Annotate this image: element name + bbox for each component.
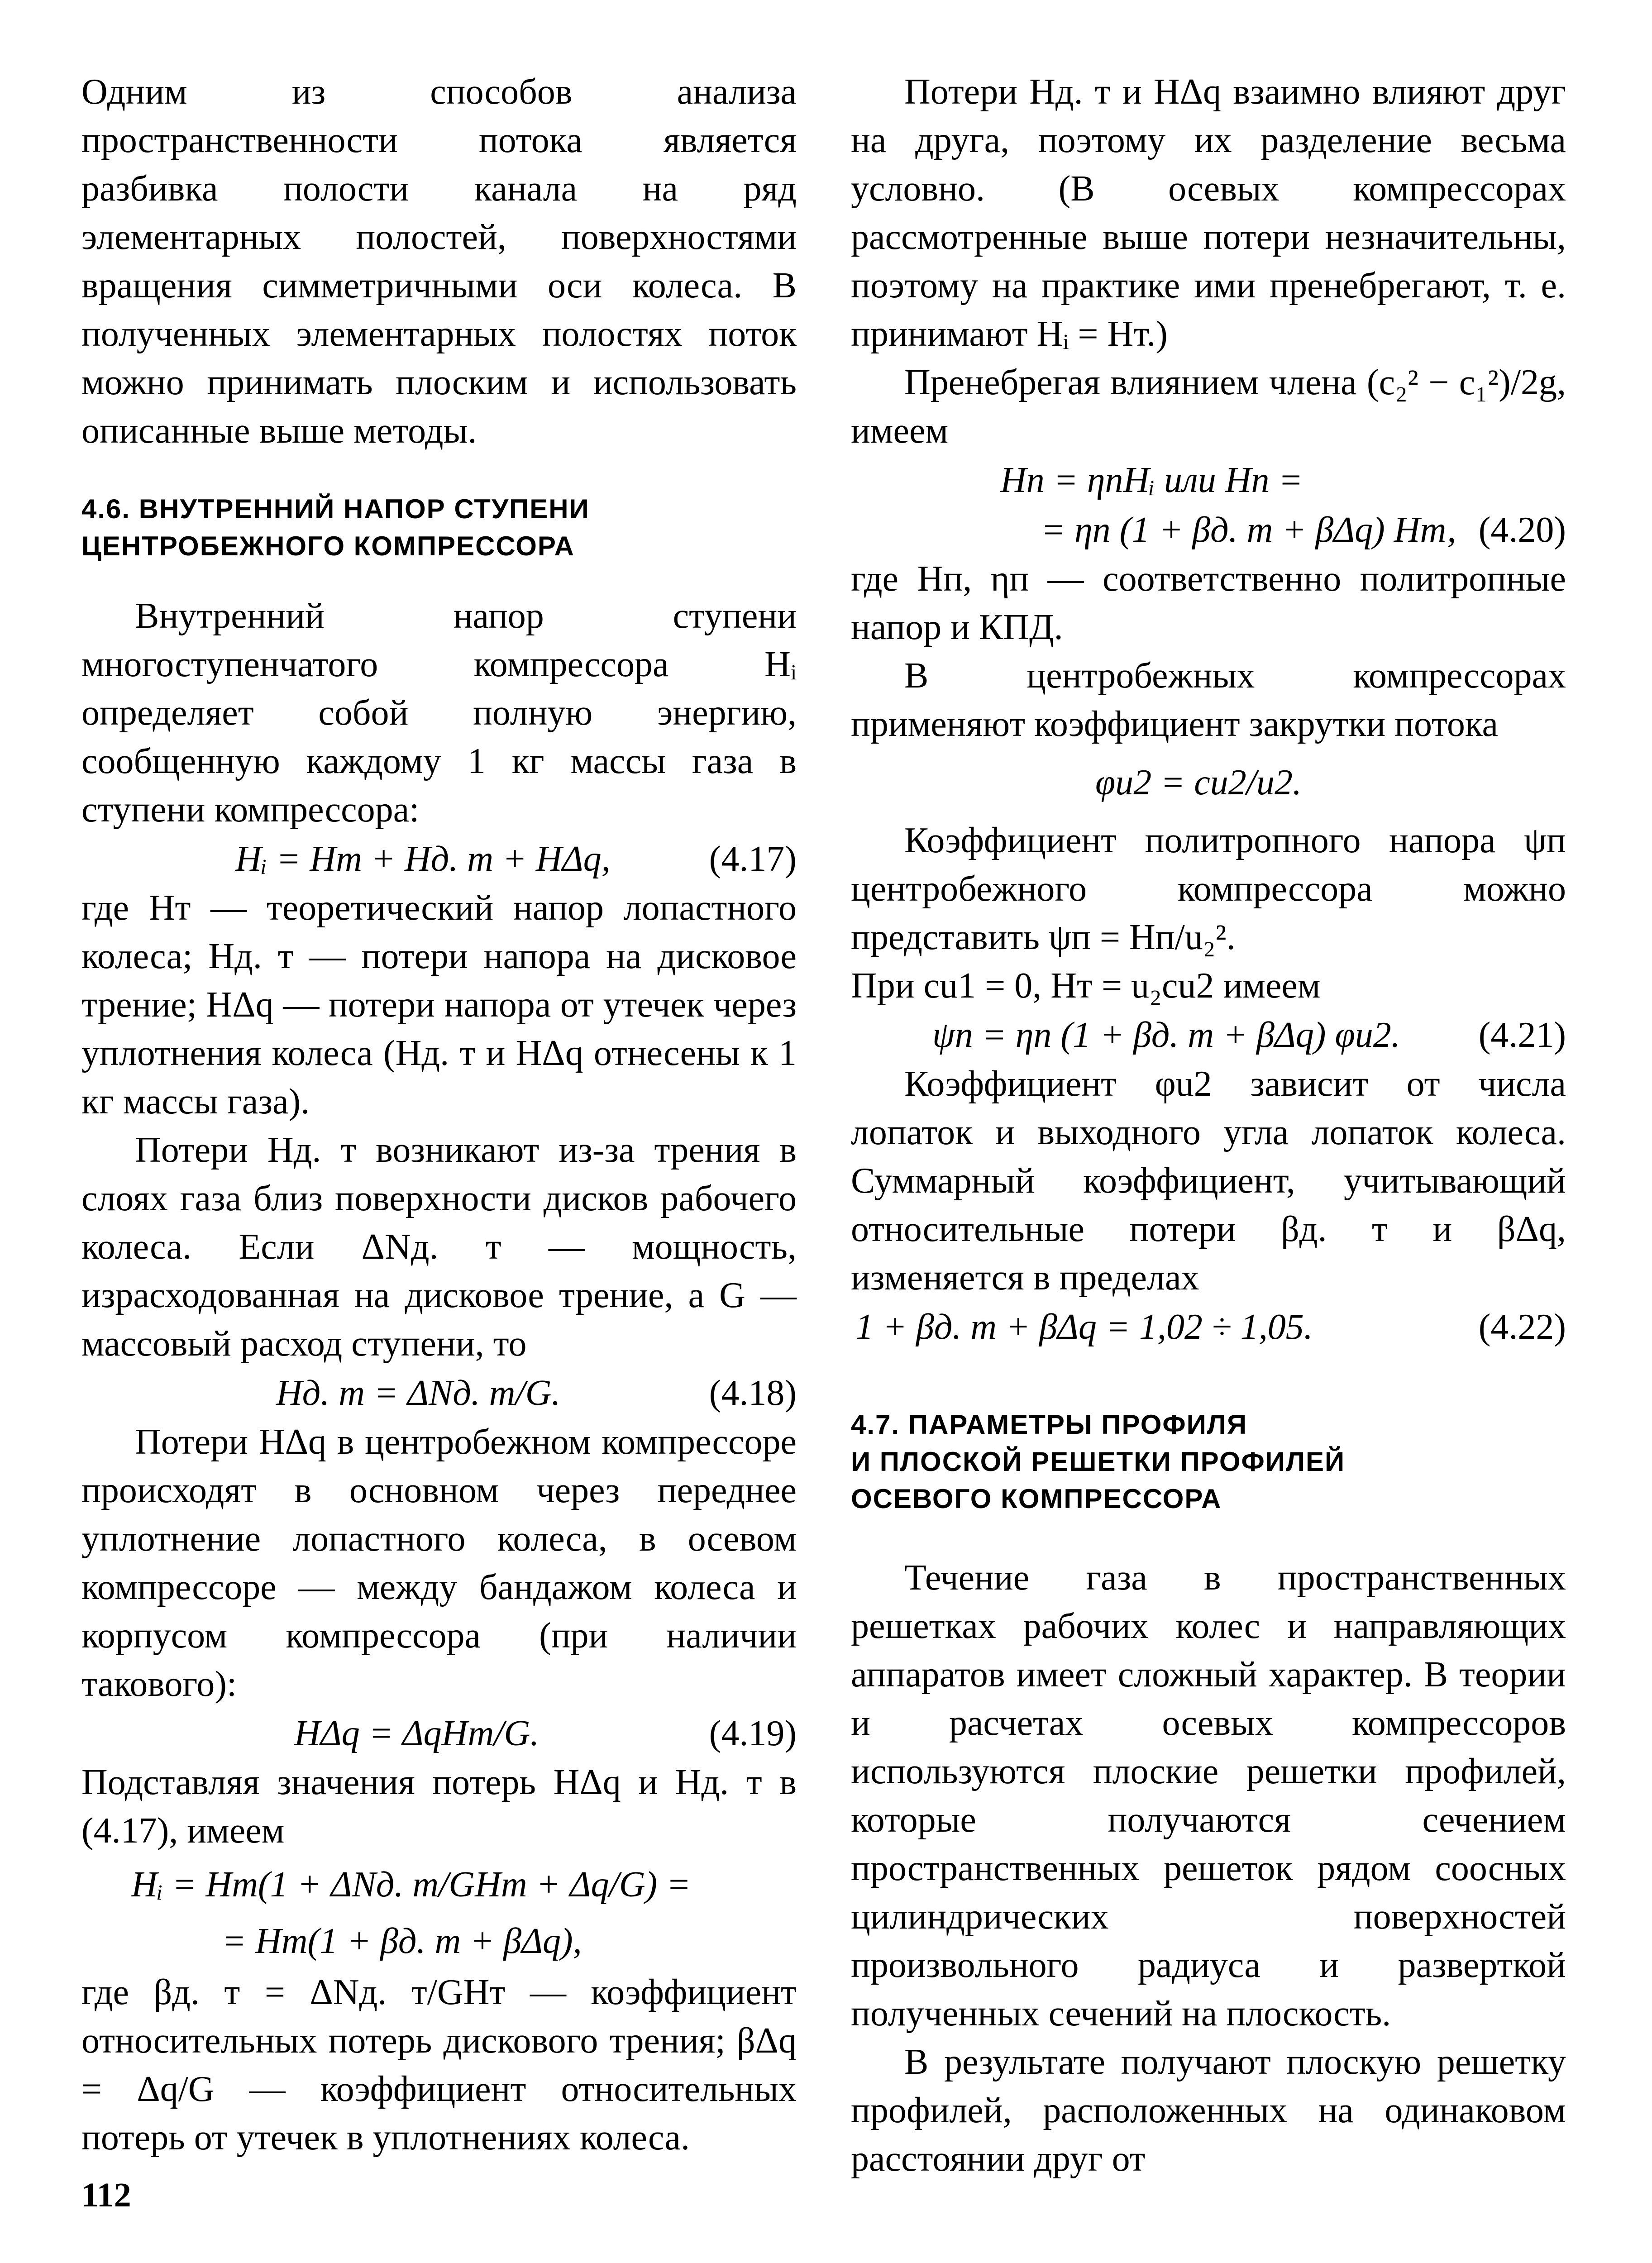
equation-4-17 <box>81 834 797 884</box>
section-heading-4-6 <box>81 491 797 565</box>
equation-formula: = ηп (1 + βд. т + βΔq) Hт, <box>1041 510 1456 550</box>
equation-combined-line-1 <box>81 1855 797 1914</box>
section-heading-line: И ПЛОСКОЙ РЕШЕТКИ ПРОФИЛЕЙ <box>851 1447 1346 1477</box>
equation-number: (4.19) <box>709 1714 797 1753</box>
section-heading-line: 4.6. ВНУТРЕННИЙ НАПОР СТУПЕНИ <box>81 494 590 524</box>
equation-number: (4.21) <box>1478 1015 1566 1055</box>
substituting-paragraph: Подставляя значения потерь HΔq и Hд. т в (4.17), имеем <box>81 1762 797 1851</box>
neglecting-paragraph: Пренебрегая влиянием члена (c₂² − c₁²)/2g, имеем <box>851 363 1566 451</box>
disk-losses-paragraph: Потери Hд. т возникают из-за трения в слоях газа близ поверхности дисков рабочего колеса. Если ΔNд. т — мощность, израсходованная на дисковое трение, а G — массовый расход ступени, то <box>81 1130 797 1364</box>
equation-formula: HΔq = ΔqHт/G. <box>294 1714 540 1753</box>
equation-4-21 <box>851 1010 1566 1060</box>
section-heading-4-7 <box>851 1406 1566 1518</box>
equation-4-22 <box>851 1302 1566 1352</box>
section-heading-line: 4.7. ПАРАМЕТРЫ ПРОФИЛЯ <box>851 1409 1247 1440</box>
right-column <box>851 68 1566 2183</box>
where-paragraph: где Hт — теоретический напор лопастного колеса; Hд. т — потери напора на дисковое трение; HΔq — потери напора от утечек через уплотнения колеса (Hд. т и HΔq отнесены к 1 кг массы газа). <box>81 888 797 1122</box>
where-paragraph-2: где βд. т = ΔNд. т/GHт — коэффициент относительных потерь дискового трения; βΔq = Δq/G — коэффициент относительных потерь от утечек в уплотнениях колеса. <box>81 1972 797 2158</box>
equation-number: (4.20) <box>1478 510 1566 550</box>
equation-4-18 <box>81 1368 797 1418</box>
equation-formula: Hᵢ = Hт + Hд. т + HΔq, <box>235 839 611 879</box>
polytropic-paragraph: Коэффициент политропного напора ψп центробежного компрессора можно представить ψп = Hп/u₂². <box>851 821 1566 957</box>
equation-swirl <box>851 749 1566 816</box>
equation-4-19 <box>81 1709 797 1758</box>
result-paragraph: В результате получают плоскую решетку профилей, расположенных на одинаковом расстоянии друг от <box>851 2042 1566 2179</box>
flow-paragraph: Течение газа в пространственных решетках рабочих колес и направляющих аппаратов имеет сложный характер. В теории и расчетах осевых компрессоров используются плоские решетки профилей, которые получаются сечением пространственных решеток рядом соосных цилиндрических поверхностей произвольного радиуса и разверткой полученных сечений на плоскость. <box>851 1558 1566 2034</box>
intro-paragraph: Одним из способов анализа пространственности потока является разбивка полости канала на ряд элементарных полостей, поверхностями вращения симметричными оси колеса. В полученных элементарных полостях поток можно принимать плоским и использовать описанные выше методы. <box>81 72 797 451</box>
equation-number: (4.22) <box>1478 1307 1566 1347</box>
equation-formula: Hд. т = ΔNд. т/G. <box>276 1373 561 1413</box>
equation-number: (4.18) <box>709 1373 797 1413</box>
section-heading-line: ЦЕНТРОБЕЖНОГО КОМПРЕССОРА <box>81 531 575 561</box>
equation-formula: φu2 = cu2/u2. <box>1095 763 1302 802</box>
where-paragraph-3: где Hп, ηп — соответственно политропные напор и КПД. <box>851 559 1566 647</box>
equation-formula: Hᵢ = Hт(1 + ΔNд. т/GHт + Δq/G) = <box>131 1865 691 1905</box>
swirl-paragraph: В центробежных компрессорах применяют коэффициент закрутки потока <box>851 656 1566 744</box>
page-number: 112 <box>81 2176 131 2214</box>
equation-number: (4.17) <box>709 839 797 879</box>
section-heading-line: ОСЕВОГО КОМПРЕССОРА <box>851 1484 1222 1514</box>
equation-4-20-line-1 <box>851 455 1566 505</box>
internal-head-paragraph: Внутренний напор ступени многоступенчатого компрессора Hᵢ определяет собой полную энергию, сообщенную каждому 1 кг массы газа в ступени компрессора: <box>81 596 797 830</box>
equation-formula: 1 + βд. т + βΔq = 1,02 ÷ 1,05. <box>855 1307 1313 1347</box>
depends-paragraph: Коэффициент φu2 зависит от числа лопаток и выходного угла лопаток колеса. Суммарный коэффициент, учитывающий относительные потери βд. т и βΔq, изменяется в пределах <box>851 1064 1566 1298</box>
equation-formula: Hп = ηпHᵢ или Hп = <box>1000 460 1303 500</box>
leak-losses-paragraph: Потери HΔq в центробежном компрессоре происходят в основном через переднее уплотнение лопастного колеса, в осевом компрессоре — между бандажом колеса и корпусом компрессора (при наличии такового): <box>81 1422 797 1704</box>
equation-formula: = Hт(1 + βд. т + βΔq), <box>222 1921 582 1961</box>
equation-4-20-line-2 <box>851 505 1566 555</box>
mutual-losses-paragraph: Потери Hд. т и HΔq взаимно влияют друг на друга, поэтому их разделение весьма условно. (В осевых компрессорах рассмотренные выше потери незначительны, поэтому на практике ими пренебрегают, т. е. принимают Hᵢ = Hт.) <box>851 72 1566 354</box>
when-paragraph: При cu1 = 0, Hт = u₂cu2 имеем <box>851 966 1321 1006</box>
equation-formula: ψп = ηп (1 + βд. т + βΔq) φu2. <box>932 1015 1400 1055</box>
left-column <box>81 68 797 2220</box>
equation-combined-line-2 <box>81 1914 797 1968</box>
